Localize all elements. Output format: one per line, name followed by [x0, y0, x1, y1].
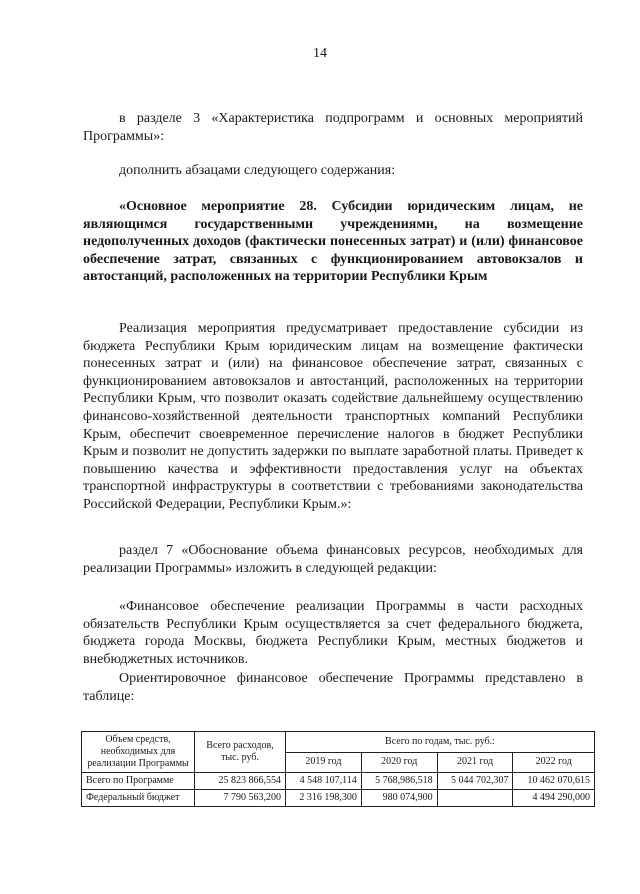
page-number: 14: [313, 46, 327, 61]
header-total: Всего расходов, тыс. руб.: [195, 732, 286, 773]
paragraph-financing-sources: «Финансовое обеспечение реализации Программы в части расходных обязательств Республики Крым осуществляется за счет федерального бюджета, бюджета города Москвы, бюджета Республики Крым, местных бюджетов и внебюджетных источников.: [83, 599, 583, 667]
cell-2022: 4 494 290,000: [513, 790, 595, 807]
cell-total: 25 823 866,554: [195, 773, 286, 790]
table-row: [82, 790, 595, 807]
cell-total: 7 790 563,200: [195, 790, 286, 807]
paragraph-measure-description: Реализация мероприятия предусматривает предоставление субсидии из бюджета Республики Крым юридическим лицам на возмещение фактически понесенных затрат и (или) на финансовое обеспечение затрат, связанных с функционированием автовокзалов и автостанций, расположенных на территории Республики Крым, что позволит оказать содействие дальнейшему осуществлению финансово-хозяйственной деятельности транспортных компаний Республики Крым, обеспечит своевременное перечисление налогов в бюджет Республики Крым и позволит не допустить задержки по выплате заработной платы. Приведет к повышению качества и эффективности предоставления услуг на объектах транспортной инфраструктуры в соответствии с требованиями законодательства Российской Федерации, Республики Крым.»:: [83, 321, 583, 512]
paragraph-section7-intro: раздел 7 «Обоснование объема финансовых ресурсов, необходимых для реализации Программы» изложить в следующей редакции:: [83, 543, 583, 576]
header-source: Объем средств, необходимых для реализации Программы: [82, 732, 195, 773]
paragraph-table-intro: Ориентировочное финансовое обеспечение Программы представлено в таблице:: [83, 671, 583, 704]
header-year-2021: 2021 год: [437, 752, 513, 773]
header-by-year: Всего по годам, тыс. руб.:: [286, 732, 595, 753]
table-row: [82, 773, 595, 790]
cell-2019: 2 316 198,300: [286, 790, 362, 807]
financing-table: [81, 731, 595, 807]
row-label: Всего по Программе: [82, 773, 195, 790]
cell-2021: 5 044 702,307: [437, 773, 513, 790]
paragraph-add-text: дополнить абзацами следующего содержания:: [119, 163, 396, 178]
paragraph-measure-28-heading: «Основное мероприятие 28. Субсидии юридическим лицам, не являющимся государственными учреждениями, на возмещение недополученных доходов (фактически понесенных затрат) и (или) финансовое обеспечение затрат, связанных с функционированием автовокзалов и автостанций, расположенных на территории Республики Крым: [83, 199, 583, 285]
cell-2022: 10 462 070,615: [513, 773, 595, 790]
cell-2020: 980 074,900: [361, 790, 437, 807]
paragraph-section3-intro: в разделе 3 «Характеристика подпрограмм и основных мероприятий Программы»:: [83, 111, 583, 144]
header-year-2019: 2019 год: [286, 752, 362, 773]
cell-2019: 4 548 107,114: [286, 773, 362, 790]
header-year-2020: 2020 год: [361, 752, 437, 773]
header-year-2022: 2022 год: [513, 752, 595, 773]
cell-2020: 5 768,986,518: [361, 773, 437, 790]
cell-2021: [437, 790, 513, 807]
row-label: Федеральный бюджет: [82, 790, 195, 807]
table-header-row: [82, 732, 595, 753]
